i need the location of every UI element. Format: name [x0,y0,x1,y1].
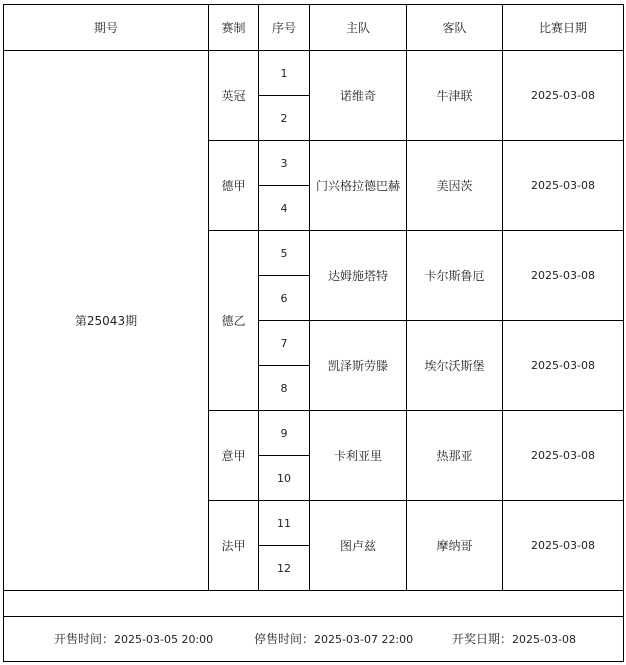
footer-info [4,617,623,661]
seq-cell: 12 [259,546,310,591]
table-row [4,51,624,96]
seq-cell: 3 [259,141,310,186]
seq-cell: 7 [259,321,310,366]
sale-close-label: 停售时间： [254,632,315,646]
sale-open-time [54,617,213,662]
footer-row [4,617,624,662]
period-cell: 第25043期 [4,51,209,591]
seq-cell: 2 [259,96,310,141]
draw-date-value: 2025-03-08 [512,633,576,646]
league-cell: 英冠 [209,51,259,141]
away-team-cell: 热那亚 [407,411,503,501]
home-team-cell: 图卢兹 [310,501,407,591]
home-team-cell: 卡利亚里 [310,411,407,501]
match-date-cell: 2025-03-08 [503,411,624,501]
sale-open-value: 2025-03-05 20:00 [114,633,214,646]
header-away: 客队 [407,5,503,51]
seq-cell: 8 [259,366,310,411]
away-team-cell: 埃尔沃斯堡 [407,321,503,411]
draw-date-label: 开奖日期： [452,632,513,646]
match-date-cell: 2025-03-08 [503,501,624,591]
header-home: 主队 [310,5,407,51]
header-type: 赛制 [209,5,259,51]
league-cell: 德甲 [209,141,259,231]
header-period: 期号 [4,5,209,51]
seq-cell: 1 [259,51,310,96]
spacer-cell [4,591,624,617]
match-date-cell: 2025-03-08 [503,141,624,231]
match-date-cell: 2025-03-08 [503,231,624,321]
seq-cell: 5 [259,231,310,276]
away-team-cell: 摩纳哥 [407,501,503,591]
seq-cell: 9 [259,411,310,456]
away-team-cell: 牛津联 [407,51,503,141]
league-cell: 法甲 [209,501,259,591]
home-team-cell: 达姆施塔特 [310,231,407,321]
away-team-cell: 卡尔斯鲁厄 [407,231,503,321]
footer-cell [4,617,624,662]
header-row [4,5,624,51]
home-team-cell: 门兴格拉德巴赫 [310,141,407,231]
seq-cell: 4 [259,186,310,231]
header-date: 比赛日期 [503,5,624,51]
seq-cell: 11 [259,501,310,546]
header-seq: 序号 [259,5,310,51]
spacer-row [4,591,624,617]
seq-cell: 6 [259,276,310,321]
match-date-cell: 2025-03-08 [503,51,624,141]
seq-cell: 10 [259,456,310,501]
home-team-cell: 凯泽斯劳滕 [310,321,407,411]
league-cell: 德乙 [209,231,259,411]
league-cell: 意甲 [209,411,259,501]
away-team-cell: 美因茨 [407,141,503,231]
sale-close-time [254,617,413,662]
sale-close-value: 2025-03-07 22:00 [314,633,414,646]
sale-open-label: 开售时间： [54,632,115,646]
lottery-schedule-table [3,4,624,662]
match-date-cell: 2025-03-08 [503,321,624,411]
home-team-cell: 诺维奇 [310,51,407,141]
draw-date [452,617,576,662]
